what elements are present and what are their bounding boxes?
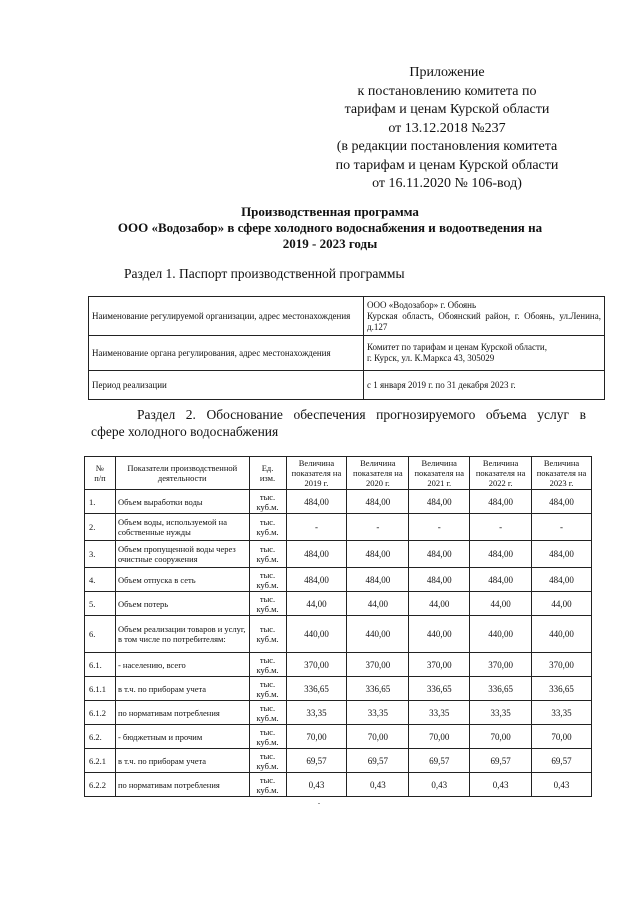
passport-row <box>89 297 605 336</box>
row-value: 370,00 <box>470 653 532 677</box>
row-number: 6.1. <box>85 653 116 677</box>
passport-row <box>89 371 605 400</box>
row-value: - <box>470 514 532 541</box>
row-value: 440,00 <box>347 616 409 653</box>
row-unit: тыс. куб.м. <box>249 749 286 773</box>
row-unit: тыс. куб.м. <box>249 616 286 653</box>
row-indicator: Объем реализации товаров и услуг, в том числе по потребителям: <box>115 616 249 653</box>
row-value: 440,00 <box>409 616 470 653</box>
document-title <box>60 204 600 252</box>
row-indicator: Объем воды, используемой на собственные нужды <box>115 514 249 541</box>
row-indicator: в т.ч. по приборам учета <box>115 749 249 773</box>
header-num <box>85 457 116 490</box>
row-indicator: Объем потерь <box>115 592 249 616</box>
appendix-line: (в редакции постановления комитета <box>336 139 558 154</box>
row-value: 69,57 <box>409 749 470 773</box>
row-value: 370,00 <box>347 653 409 677</box>
row-value: 484,00 <box>409 490 470 514</box>
row-value: 70,00 <box>409 725 470 749</box>
table-row <box>85 701 592 725</box>
row-value: 69,57 <box>347 749 409 773</box>
row-number: 6.1.1 <box>85 677 116 701</box>
row-number: 6.2. <box>85 725 116 749</box>
table-row <box>85 541 592 568</box>
row-value: 70,00 <box>532 725 592 749</box>
header-indicator: Показатели производственной деятельности <box>115 457 249 490</box>
scan-speck <box>318 803 320 804</box>
passport-value-line: с 1 января 2019 г. по 31 декабря 2023 г. <box>367 379 516 390</box>
table-row <box>85 677 592 701</box>
passport-value-line: ООО «Водозабор» г. Обоянь <box>367 299 477 310</box>
header-year: Величина показателя на 2019 г. <box>286 457 347 490</box>
row-indicator: в т.ч. по приборам учета <box>115 677 249 701</box>
row-value: 440,00 <box>286 616 347 653</box>
table-row <box>85 568 592 592</box>
row-unit: тыс. куб.м. <box>249 773 286 797</box>
table-row <box>85 592 592 616</box>
table-row <box>85 514 592 541</box>
appendix-line: Приложение <box>409 65 485 80</box>
header-unit-line: изм. <box>259 473 276 483</box>
row-indicator: Объем выработки воды <box>115 490 249 514</box>
passport-label: Период реализации <box>89 371 364 400</box>
passport-label: Наименование органа регулирования, адрес местонахождения <box>89 336 364 371</box>
row-value: 70,00 <box>286 725 347 749</box>
passport-value <box>364 336 605 371</box>
row-value: 33,35 <box>286 701 347 725</box>
row-value: 33,35 <box>409 701 470 725</box>
row-value: 33,35 <box>347 701 409 725</box>
appendix-header <box>312 64 582 194</box>
table-row <box>85 653 592 677</box>
row-value: 0,43 <box>286 773 347 797</box>
appendix-line: тарифам и ценам Курской области <box>344 102 550 117</box>
row-value: 33,35 <box>532 701 592 725</box>
row-value: 370,00 <box>409 653 470 677</box>
table-row <box>85 773 592 797</box>
row-value: 0,43 <box>532 773 592 797</box>
table-row <box>85 616 592 653</box>
row-value: 70,00 <box>347 725 409 749</box>
row-value: 484,00 <box>286 568 347 592</box>
section2-line: Раздел 2. Обоснование обеспечения прогнозируемого объема услуг в <box>137 407 586 422</box>
row-number: 5. <box>85 592 116 616</box>
row-indicator: Объем пропущенной воды через очистные сооружения <box>115 541 249 568</box>
header-year: Величина показателя на 2020 г. <box>347 457 409 490</box>
title-line: 2019 - 2023 годы <box>282 236 378 251</box>
row-indicator: Объем отпуска в сеть <box>115 568 249 592</box>
row-value: 0,43 <box>409 773 470 797</box>
row-number: 4. <box>85 568 116 592</box>
row-number: 6. <box>85 616 116 653</box>
appendix-line: по тарифам и ценам Курской области <box>335 157 559 173</box>
row-number: 3. <box>85 541 116 568</box>
row-number: 1. <box>85 490 116 514</box>
header-year: Величина показателя на 2022 г. <box>470 457 532 490</box>
row-value: 336,65 <box>409 677 470 701</box>
row-number: 6.1.2 <box>85 701 116 725</box>
passport-value <box>364 297 605 336</box>
row-value: 484,00 <box>532 490 592 514</box>
row-unit: тыс. куб.м. <box>249 592 286 616</box>
row-value: 44,00 <box>532 592 592 616</box>
appendix-line: к постановлению комитета по <box>357 83 537 99</box>
row-value: 336,65 <box>470 677 532 701</box>
row-value: 440,00 <box>532 616 592 653</box>
row-value: 44,00 <box>470 592 532 616</box>
passport-value-line: г. Курск, ул. К.Маркса 43, 305029 <box>367 353 495 363</box>
row-unit: тыс. куб.м. <box>249 541 286 568</box>
row-unit: тыс. куб.м. <box>249 653 286 677</box>
row-value: 484,00 <box>409 568 470 592</box>
section2-line: сфере холодного водоснабжения <box>91 424 279 439</box>
passport-value-line: Комитет по тарифам и ценам Курской области, <box>367 342 547 352</box>
row-unit: тыс. куб.м. <box>249 514 286 541</box>
header-unit <box>249 457 286 490</box>
row-value: 70,00 <box>470 725 532 749</box>
row-number: 6.2.2 <box>85 773 116 797</box>
row-value: 484,00 <box>532 541 592 568</box>
row-value: 44,00 <box>347 592 409 616</box>
row-value: 0,43 <box>470 773 532 797</box>
passport-row <box>89 336 605 371</box>
row-indicator: - бюджетным и прочим <box>115 725 249 749</box>
passport-value <box>364 371 605 400</box>
row-value: 484,00 <box>470 490 532 514</box>
row-value: 370,00 <box>286 653 347 677</box>
row-value: 484,00 <box>286 541 347 568</box>
row-value: - <box>532 514 592 541</box>
row-value: 484,00 <box>286 490 347 514</box>
row-value: 336,65 <box>286 677 347 701</box>
row-value: 484,00 <box>347 541 409 568</box>
row-indicator: по нормативам потребления <box>115 773 249 797</box>
header-num-line: п/п <box>94 473 106 483</box>
table-row <box>85 749 592 773</box>
appendix-line: от 13.12.2018 №237 <box>388 120 506 136</box>
row-value: - <box>286 514 347 541</box>
title-line: ООО «Водозабор» в сфере холодного водоснабжения и водоотведения на <box>117 220 543 235</box>
row-value: 484,00 <box>347 490 409 514</box>
row-value: 336,65 <box>532 677 592 701</box>
row-value: 0,43 <box>347 773 409 797</box>
row-value: 484,00 <box>347 568 409 592</box>
row-value: - <box>347 514 409 541</box>
row-number: 6.2.1 <box>85 749 116 773</box>
title-line: Производственная программа <box>241 204 419 219</box>
row-value: 44,00 <box>409 592 470 616</box>
header-year: Величина показателя на 2023 г. <box>532 457 592 490</box>
row-value: 484,00 <box>470 568 532 592</box>
row-number: 2. <box>85 514 116 541</box>
volume-table <box>84 456 592 797</box>
row-value: 484,00 <box>532 568 592 592</box>
header-num-line: № <box>95 463 105 473</box>
passport-table <box>88 296 605 400</box>
row-unit: тыс. куб.м. <box>249 490 286 514</box>
row-unit: тыс. куб.м. <box>249 701 286 725</box>
section2-heading <box>91 406 586 440</box>
row-value: 44,00 <box>286 592 347 616</box>
row-value: 69,57 <box>470 749 532 773</box>
passport-label: Наименование регулируемой организации, адрес местонахождения <box>89 297 364 336</box>
table-row <box>85 725 592 749</box>
row-unit: тыс. куб.м. <box>249 725 286 749</box>
row-value: 484,00 <box>470 541 532 568</box>
row-value: 484,00 <box>409 541 470 568</box>
row-value: 33,35 <box>470 701 532 725</box>
row-indicator: - населению, всего <box>115 653 249 677</box>
row-unit: тыс. куб.м. <box>249 677 286 701</box>
row-value: 336,65 <box>347 677 409 701</box>
row-value: 69,57 <box>286 749 347 773</box>
row-value: 69,57 <box>532 749 592 773</box>
passport-value-line: Курская область, Обоянский район, г. Обоянь, ул.Ленина, д.127 <box>367 310 601 332</box>
header-unit-line: Ед. <box>261 463 274 473</box>
row-value: 370,00 <box>532 653 592 677</box>
table-header-row <box>85 457 592 490</box>
row-value: 440,00 <box>470 616 532 653</box>
row-value: - <box>409 514 470 541</box>
header-year: Величина показателя на 2021 г. <box>409 457 470 490</box>
section1-heading: Раздел 1. Паспорт производственной программы <box>124 266 405 281</box>
table-row <box>85 490 592 514</box>
appendix-line: от 16.11.2020 № 106-вод) <box>372 176 522 191</box>
row-unit: тыс. куб.м. <box>249 568 286 592</box>
row-indicator: по нормативам потребления <box>115 701 249 725</box>
